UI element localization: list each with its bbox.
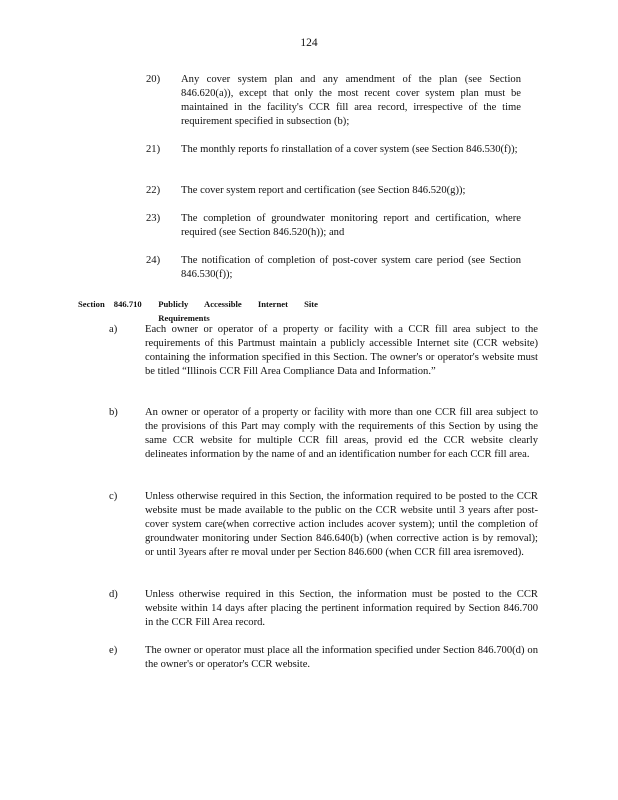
list-item-text: Unless otherwise required in this Section, the information must be posted to the CCR website within 14 days after placing the pertinent information required by Section 846.700 in the CCR Fill Area record. <box>145 589 538 628</box>
list-item-b <box>0 406 618 476</box>
list-item-number: 22) <box>146 185 161 196</box>
list-item-number: 23) <box>146 213 161 224</box>
list-item-text: The cover system report and certification (see Section 846.520(g)); <box>181 185 466 196</box>
list-item-23 <box>0 212 618 240</box>
section-heading <box>78 297 378 325</box>
list-item-d <box>0 588 618 630</box>
list-item-22 <box>0 184 618 198</box>
list-item-text: The completion of groundwater monitoring report and certification, where required (see Section 846.520(h)); and <box>181 213 521 238</box>
list-item-text: Unless otherwise required in this Section, the information required to be posted to the CCR website must be made available to the public on the CCR website until 3 years after post-cover system care(when corrective action includes acover system); until the completion of groundwater monitoring under Section 846.640(b) (when corrective action is by removal); or until 3years after re moval under per Section 846.600 (when CCR fill area isremoved). <box>145 491 538 558</box>
list-item-letter: d) <box>109 589 118 600</box>
list-item-letter: b) <box>109 407 118 418</box>
list-item-20 <box>0 73 618 129</box>
list-item-a <box>0 323 618 393</box>
list-item-text: Each owner or operator of a property or facility with a CCR fill area subject to the requirements of this Partmust maintain a publicly accessible Internet site (CCR website) containing the information specified in this Section. The owner's or operator's website must be titled “Illinois CCR Fill Area Compliance Data and Information.” <box>145 324 538 377</box>
section-title: Publicly Accessible Internet Site Requirements <box>158 299 318 323</box>
list-item-21 <box>0 143 618 171</box>
list-item-text: The monthly reports fo rinstallation of a cover system (see Section 846.530(f)); <box>181 144 518 155</box>
list-item-text: Any cover system plan and any amendment of the plan (see Section 846.620(a)), except that only the most recent cover system plan must be maintained in the facility's CCR fill area record, irrespective of the time requirement specified in subsection (b); <box>181 74 521 127</box>
list-item-e <box>0 644 618 672</box>
list-item-letter: e) <box>109 645 118 656</box>
list-item-c <box>0 490 618 574</box>
page-number: 124 <box>300 37 318 49</box>
list-item-letter: c) <box>109 491 118 502</box>
section-number: 846.710 <box>113 299 142 309</box>
list-item-text: The notification of completion of post-cover system care period (see Section 846.530(f)); <box>181 255 521 280</box>
list-item-24 <box>0 254 618 282</box>
list-item-letter: a) <box>109 324 118 335</box>
list-item-number: 21) <box>146 144 161 155</box>
list-item-text: An owner or operator of a property or facility with more than one CCR fill area subject to the provisions of this Part may comply with the requirements of this Section by using the same CCR website for multiple CCR fill areas, provid ed the CCR website clearly delineates information by the name of and an identification number for each CCR fill area. <box>145 407 538 460</box>
list-item-text: The owner or operator must place all the information specified under Section 846.700(d) on the owner's or operator's CCR website. <box>145 645 538 670</box>
section-label: Section <box>78 299 105 309</box>
list-item-number: 24) <box>146 255 161 266</box>
list-item-number: 20) <box>146 74 161 85</box>
